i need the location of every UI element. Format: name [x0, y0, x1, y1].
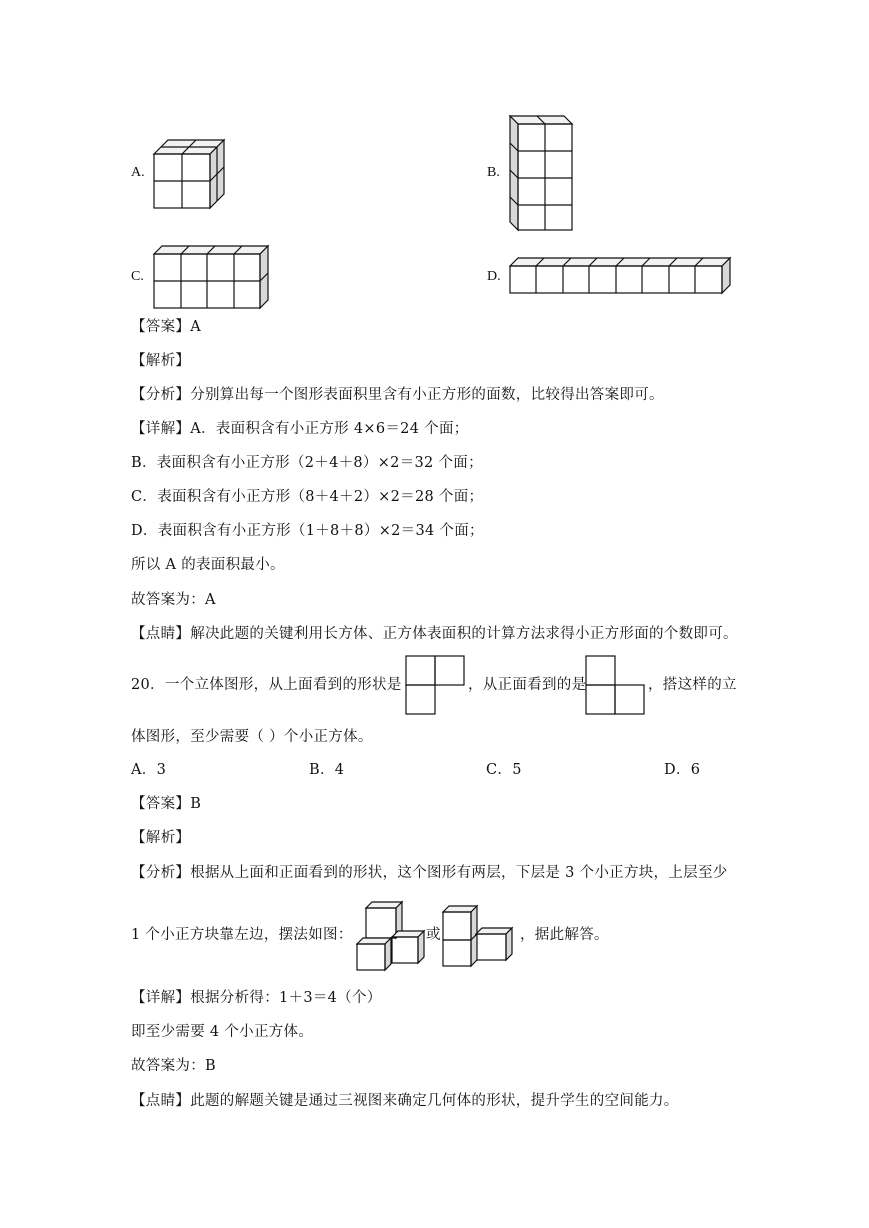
option-b-label: B.: [487, 165, 500, 180]
q20-answer: 【答案】B: [131, 796, 202, 812]
q20-conclusion: 即至少需要 4 个小正方体。: [131, 1024, 314, 1040]
q20-final-answer: 故答案为：B: [131, 1058, 216, 1074]
q19-detail-c: C．表面积含有小正方形（8＋4＋2）×2＝28 个面；: [131, 489, 484, 505]
q20-stem-line2: 体图形，至少需要（ ）个小正方体。: [131, 729, 373, 745]
q19-detail-d: D．表面积含有小正方形（1＋8＋8）×2＝34 个面；: [131, 523, 484, 539]
q20-jiexi-heading: 【解析】: [131, 830, 191, 846]
q20-choice-b: B．4: [309, 762, 345, 778]
q20-detail: 【详解】根据分析得：1＋3＝4（个）: [131, 990, 382, 1006]
q20-arrangement-figure-2: [440, 902, 520, 972]
q20-choice-c: C．5: [486, 762, 522, 778]
q20-analysis-line2b: ，据此解答。: [520, 927, 609, 943]
option-c-label: C.: [131, 269, 144, 284]
option-d-label: D.: [487, 269, 501, 284]
q19-answer: 【答案】A: [131, 319, 201, 335]
q20-analysis-line2a: 1 个小正方块靠左边，摆法如图：: [131, 927, 353, 943]
q19-conclusion: 所以 A 的表面积最小。: [131, 557, 285, 573]
q20-analysis-or: 或: [426, 927, 441, 943]
q19-detail-a: 【详解】A．表面积含有小正方形 4×6＝24 个面；: [131, 421, 469, 437]
q19-jiexi-heading: 【解析】: [131, 353, 191, 369]
q20-choice-a: A．3: [131, 762, 167, 778]
q20-analysis-line1: 【分析】根据从上面和正面看到的形状，这个图形有两层，下层是 3 个小正方块，上层至少: [131, 865, 728, 881]
q20-stem-part2: ，从正面看到的是: [468, 677, 587, 693]
option-d-figure: [506, 254, 738, 298]
q20-comment: 【点睛】此题的解题关键是通过三视图来确定几何体的形状，提升学生的空间能力。: [131, 1093, 679, 1109]
q19-comment: 【点睛】解决此题的关键利用长方体、正方体表面积的计算方法求得小正方形面的个数即可。: [131, 626, 738, 642]
q20-stem-part3: ，搭这样的立: [648, 677, 737, 693]
q20-arrangement-figure-1: [354, 898, 428, 972]
q19-detail-b: B．表面积含有小正方形（2＋4＋8）×2＝32 个面；: [131, 455, 483, 471]
option-b-figure: [506, 114, 576, 234]
option-a-figure: [150, 134, 230, 214]
q20-front-view-figure: [585, 655, 647, 717]
q19-analysis: 【分析】分别算出每一个图形表面积里含有小正方形的面数，比较得出答案即可。: [131, 387, 664, 403]
q20-choice-d: D．6: [664, 762, 701, 778]
option-a-label: A.: [131, 165, 145, 180]
q20-top-view-figure: [405, 655, 467, 717]
q19-final-answer: 故答案为：A: [131, 592, 216, 608]
q20-stem-part1: 20．一个立体图形，从上面看到的形状是: [131, 677, 402, 693]
option-c-figure: [150, 240, 275, 312]
